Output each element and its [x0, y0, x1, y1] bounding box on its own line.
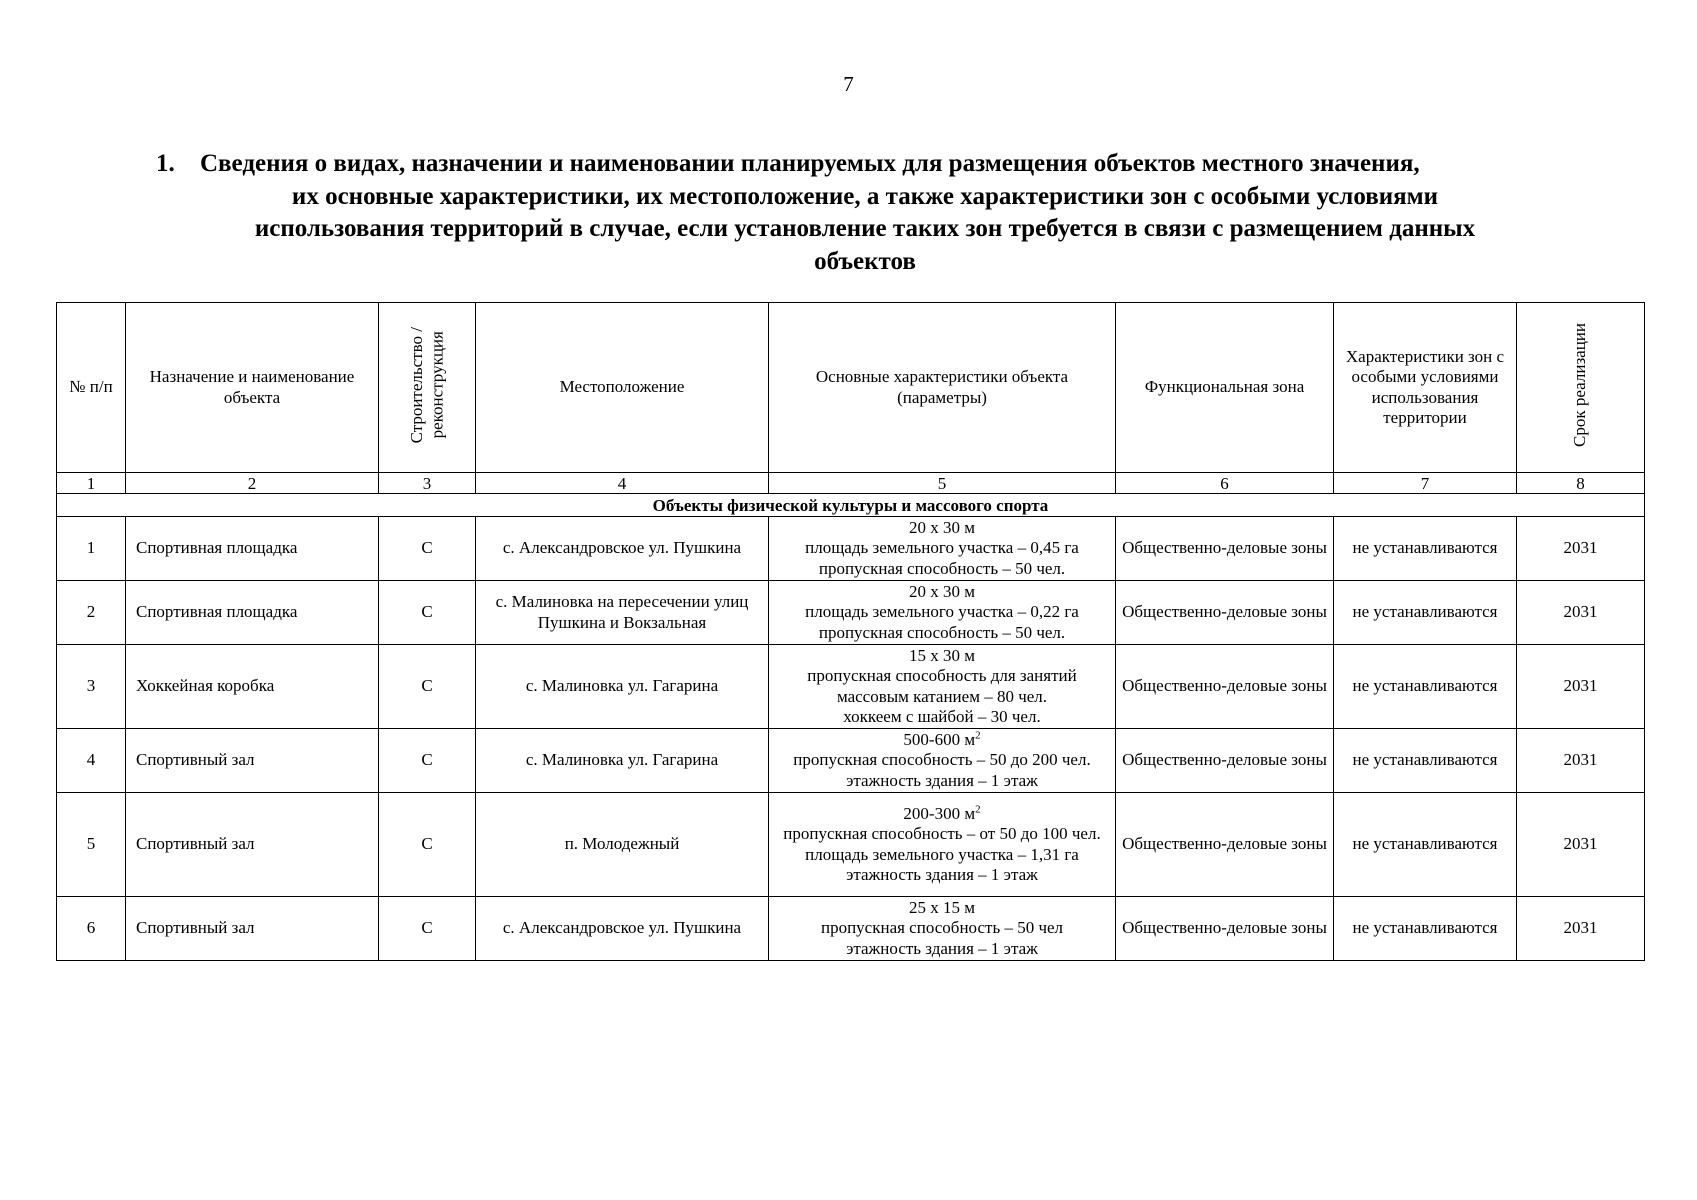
- row-zone: Общественно-деловые зоны: [1116, 793, 1334, 897]
- row-location: с. Малиновка на пересечении улиц Пушкина и Вокзальная: [476, 581, 769, 645]
- row-num: 2: [57, 581, 126, 645]
- param-line: пропускная способность – 50 чел: [820, 918, 1064, 938]
- column-number: 5: [769, 473, 1116, 494]
- row-params: [769, 729, 1116, 793]
- param-line: хоккеем с шайбой – 30 чел.: [843, 707, 1041, 726]
- row-num: 3: [57, 645, 126, 729]
- row-name: Спортивная площадка: [126, 581, 379, 645]
- column-number: 4: [476, 473, 769, 494]
- table-row: [57, 793, 1645, 897]
- row-type: С: [379, 581, 476, 645]
- header-term: [1517, 303, 1645, 473]
- row-special: не устанавливаются: [1334, 897, 1517, 961]
- row-params: [769, 897, 1116, 961]
- heading-line: использования территорий в случае, если установление таких зон требуется в связи с размещением данных: [254, 215, 1476, 242]
- column-number: 1: [57, 473, 126, 494]
- param-line: [783, 804, 1101, 825]
- heading-number: 1.: [156, 150, 175, 177]
- row-zone: Общественно-деловые зоны: [1116, 897, 1334, 961]
- row-special: не устанавливаются: [1334, 729, 1517, 793]
- param-line: пропускная способность – 50 чел.: [818, 558, 1066, 578]
- row-location: с. Александровское ул. Пушкина: [476, 517, 769, 581]
- table-row: [57, 897, 1645, 961]
- row-name: Спортивный зал: [126, 729, 379, 793]
- row-term: 2031: [1517, 729, 1645, 793]
- column-number-row: [57, 473, 1645, 494]
- param-line: 15 х 30 м: [908, 645, 975, 665]
- param-line: этажность здания – 1 этаж: [846, 770, 1038, 790]
- param-line: пропускная способность – 50 до 200 чел.: [793, 750, 1091, 770]
- table-row: [57, 581, 1645, 645]
- row-name: Спортивный зал: [126, 793, 379, 897]
- row-term: 2031: [1517, 517, 1645, 581]
- row-name: Спортивный зал: [126, 897, 379, 961]
- header-special-zones: Характеристики зон с особыми условиями использования территории: [1334, 303, 1517, 473]
- row-num: 6: [57, 897, 126, 961]
- param-line: пропускная способность – 50 чел.: [818, 622, 1066, 642]
- row-zone: Общественно-деловые зоны: [1116, 517, 1334, 581]
- row-zone: Общественно-деловые зоны: [1116, 729, 1334, 793]
- column-number: 2: [126, 473, 379, 494]
- header-zone: Функциональная зона: [1116, 303, 1334, 473]
- param-line: [772, 730, 1112, 751]
- header-construction-type: [379, 303, 476, 473]
- row-zone: Общественно-деловые зоны: [1116, 581, 1334, 645]
- header-location: Местоположение: [476, 303, 769, 473]
- param-line: 20 х 30 м: [908, 581, 975, 601]
- row-name: Спортивная площадка: [126, 517, 379, 581]
- row-term: 2031: [1517, 897, 1645, 961]
- row-type: С: [379, 517, 476, 581]
- header-construction-type-text: Строительство / реконструкция: [406, 326, 446, 443]
- table-row: [57, 517, 1645, 581]
- row-name: Хоккейная коробка: [126, 645, 379, 729]
- column-number: 8: [1517, 473, 1645, 494]
- objects-table: [56, 302, 1645, 961]
- row-num: 5: [57, 793, 126, 897]
- row-location: с. Малиновка ул. Гагарина: [476, 729, 769, 793]
- param-line: этажность здания – 1 этаж: [846, 865, 1038, 884]
- column-number: 3: [379, 473, 476, 494]
- row-location: п. Молодежный: [476, 793, 769, 897]
- row-special: не устанавливаются: [1334, 793, 1517, 897]
- param-area: 500-600 м: [903, 729, 976, 749]
- heading-line: объектов: [814, 247, 916, 275]
- row-params: [769, 793, 1116, 897]
- param-line: этажность здания – 1 этаж: [846, 938, 1038, 958]
- section-title: Объекты физической культуры и массового спорта: [57, 494, 1645, 517]
- header-name: Назначение и наименование объекта: [126, 303, 379, 473]
- table-row: [57, 729, 1645, 793]
- param-line: площадь земельного участка – 0,22 га: [805, 602, 1079, 622]
- row-special: не устанавливаются: [1334, 517, 1517, 581]
- section-heading: [150, 148, 1580, 278]
- header-term-text: Срок реализации: [1570, 322, 1590, 447]
- column-number: 6: [1116, 473, 1334, 494]
- row-params: [769, 581, 1116, 645]
- param-area: 200-300 м: [903, 803, 976, 823]
- row-zone: Общественно-деловые зоны: [1116, 645, 1334, 729]
- row-term: 2031: [1517, 581, 1645, 645]
- row-num: 1: [57, 517, 126, 581]
- table-header-row: [57, 303, 1645, 473]
- page-number: 7: [843, 72, 854, 96]
- heading-line: Сведения о видах, назначении и наименовании планируемых для размещения объектов местного значения,: [200, 150, 1420, 177]
- row-params: [769, 645, 1116, 729]
- row-type: С: [379, 793, 476, 897]
- header-params: Основные характеристики объекта (параметры): [769, 303, 1116, 473]
- param-line: пропускная способность – от 50 до 100 чел.: [783, 824, 1101, 843]
- row-term: 2031: [1517, 793, 1645, 897]
- param-line: пропускная способность для занятий массовым катанием – 80 чел.: [807, 666, 1077, 706]
- row-location: с. Александровское ул. Пушкина: [476, 897, 769, 961]
- row-special: не устанавливаются: [1334, 645, 1517, 729]
- param-line: площадь земельного участка – 1,31 га: [805, 844, 1079, 864]
- table-row: [57, 645, 1645, 729]
- row-type: С: [379, 897, 476, 961]
- param-area-unit-sup: 2: [975, 729, 981, 742]
- param-line: 20 х 30 м: [908, 517, 975, 537]
- row-location: с. Малиновка ул. Гагарина: [476, 645, 769, 729]
- row-special: не устанавливаются: [1334, 581, 1517, 645]
- param-area-unit-sup: 2: [975, 802, 981, 815]
- row-type: С: [379, 729, 476, 793]
- row-type: С: [379, 645, 476, 729]
- section-row: [57, 494, 1645, 517]
- param-line: 25 х 15 м: [908, 897, 975, 917]
- header-num: № п/п: [57, 303, 126, 473]
- column-number: 7: [1334, 473, 1517, 494]
- heading-line: их основные характеристики, их местоположение, а также характеристики зон с особыми условиями: [291, 182, 1439, 210]
- param-line: площадь земельного участка – 0,45 га: [805, 538, 1079, 558]
- row-num: 4: [57, 729, 126, 793]
- row-params: [769, 517, 1116, 581]
- row-term: 2031: [1517, 645, 1645, 729]
